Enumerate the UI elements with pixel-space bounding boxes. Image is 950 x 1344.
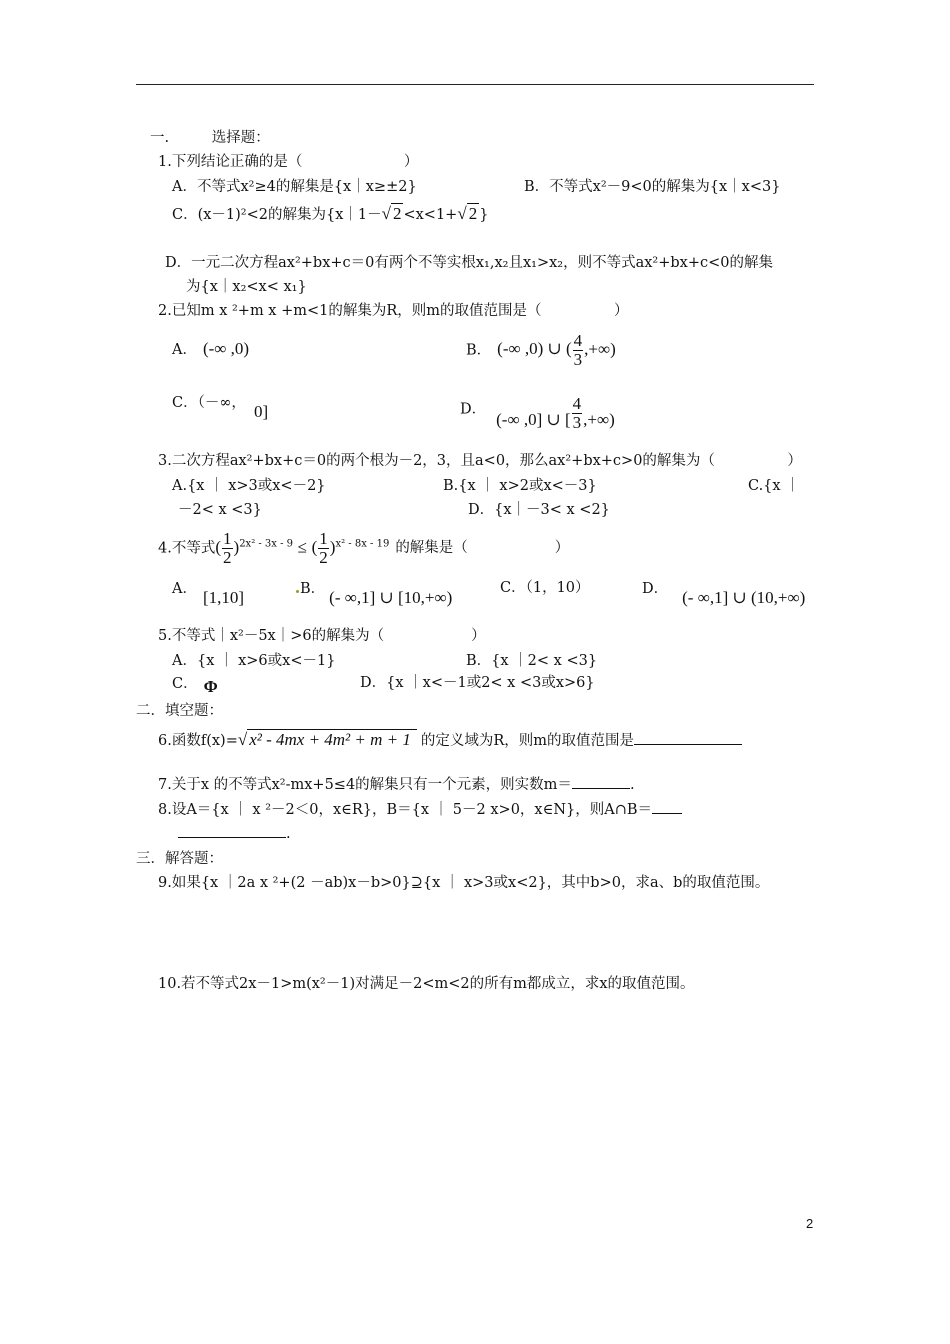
question-6-suffix: 的定义域为R，则m的取值范围是 <box>420 733 635 749</box>
option-d-suffix: ,+∞) <box>583 410 615 430</box>
sqrt-two-1: √ 2 <box>381 204 402 223</box>
option-c-label: C．（－∞， <box>172 395 246 411</box>
question-1-option-a: A．不等式x²≥4的解集是{x｜x≥±2} <box>172 179 417 195</box>
option-b-suffix: ,+∞) <box>584 339 616 359</box>
answer-blank-8-start[interactable] <box>652 813 682 814</box>
option-d-value: (- ∞,1] ∪ (10,+∞) <box>682 588 806 607</box>
section-one-title: 选择题： <box>211 130 270 146</box>
answer-blank-7[interactable] <box>572 788 630 789</box>
question-2-option-d: D．(-∞ ,0] ∪ [ $\frac{4}{3}$ ,+∞) <box>460 394 615 432</box>
radical: √ x² - 4mx + 4m² + m + 1 <box>238 729 417 749</box>
question-5-stem: 5.不等式｜x²－5x｜>6的解集为（ ） <box>158 628 486 644</box>
question-7 <box>158 775 635 795</box>
less-equal-sign: ≤ <box>297 537 307 557</box>
question-8-end: . <box>286 826 291 842</box>
question-7-end: . <box>629 777 635 793</box>
question-1-option-d-line-2: 为{x｜x₂<x< x₁} <box>186 279 307 295</box>
radicand: x² - 4mx + 4m² + m + 1 <box>247 729 417 749</box>
fraction-four-thirds: $\frac{4}{3}$ <box>573 331 583 369</box>
question-4-prefix: 4.不等式 <box>158 540 216 557</box>
question-4-stem: 4.不等式( $\frac{1}{2}$ )$^{2x^2 - 3x - 9}$ ≤ ( $\frac{1}{2}$ )$^{x^2 - 8x - 19}$ 的解集是（ ） <box>158 529 570 567</box>
option-label: C． <box>172 676 198 692</box>
question-1-option-d-line-1: D．一元二次方程ax²+bx+c＝0有两个不等实根x₁,x₂且x₁>x₂，则不等式ax²+bx+c<0的解集 <box>165 255 773 271</box>
option-b-value: (- ∞,1] ∪ [10,+∞) <box>329 588 453 607</box>
question-3-option-c-line-1: C.{x ｜ <box>748 478 800 494</box>
option-a-value: 1,10 <box>208 588 239 607</box>
option-c-end: } <box>479 207 489 223</box>
question-8-line-2 <box>178 824 291 844</box>
option-label: D． <box>642 581 669 597</box>
fraction-one-half: $\frac{1}{2}$ <box>319 529 328 567</box>
option-c-prefix: C．(x－1)²<2的解集为{x｜1－ <box>172 207 382 223</box>
question-1-option-c <box>172 204 488 225</box>
page-number: 2 <box>806 1216 814 1231</box>
option-b-prefix: (-∞ ,0) ∪ ( <box>497 339 572 359</box>
question-9: 9.如果{x ｜2a x ²+(2 －ab)x－b>0}⊇{x ｜ x>3或x<2}，其中b>0，求a、b的取值范围。 <box>158 875 770 891</box>
question-8-text: 8.设A＝{x ｜ x ²－2＜0，x∈R}，B＝{x ｜ 5－2 x>0，x∈N}，则A∩B＝ <box>158 802 653 818</box>
option-label: B． <box>466 342 492 359</box>
exponent-2: x² - 8x - 19 <box>335 538 390 550</box>
section-three-title: 三．解答题： <box>136 851 223 867</box>
section-one-heading <box>150 128 270 148</box>
question-5-option-c <box>172 673 218 694</box>
option-a-value: (-∞ ,0) <box>202 339 250 358</box>
question-2-option-a <box>172 339 249 360</box>
question-3-option-c-line-2: －2< x <3} <box>178 502 262 518</box>
option-label: A． <box>172 342 197 358</box>
section-two-title: 二．填空题： <box>136 703 223 719</box>
question-3-stem: 3.二次方程ax²+bx+c＝0的两个根为－2，3，且a<0，那么ax²+bx+c>0的解集为（ ） <box>158 453 802 469</box>
question-10: 10.若不等式2x－1>m(x²－1)对满足－2<m<2的所有m都成立，求x的取值范围。 <box>158 976 695 992</box>
question-2-option-b <box>466 332 616 369</box>
question-1-stem: 1.下列结论正确的是（ ） <box>158 154 419 170</box>
section-one-number: 一. <box>150 130 170 146</box>
option-c-value: Φ <box>203 677 218 696</box>
answer-blank-8[interactable] <box>178 837 286 838</box>
answer-blank-6[interactable] <box>634 744 742 745</box>
question-6 <box>158 730 742 751</box>
question-3-option-d: D．{x｜－3< x <2} <box>468 502 610 518</box>
option-label: A． <box>172 581 197 597</box>
exponent-1: 2x² - 3x - 9 <box>239 538 294 550</box>
question-4-option-c: C．（1，10） <box>500 580 590 596</box>
sqrt-two-2: √ 2 <box>457 204 478 223</box>
question-1-option-b: B．不等式x²－9<0的解集为{x｜x<3} <box>524 179 781 195</box>
question-3-option-b: B.{x ｜ x>2或x<－3} <box>443 478 597 494</box>
header-rule <box>136 84 814 85</box>
question-3-option-a: A.{x ｜ x>3或x<－2} <box>172 478 326 494</box>
fraction-four-thirds: $\frac{4}{3}$ <box>572 394 582 432</box>
question-4-suffix: 的解集是（ ） <box>395 540 570 557</box>
question-2-stem: 2.已知m x ²+m x +m<1的解集为R，则m的取值范围是（ ） <box>158 303 629 319</box>
question-4-option-b <box>300 578 453 607</box>
question-7-text: 7.关于x 的不等式x²-mx+5≤4的解集只有一个元素，则实数m＝ <box>158 777 572 793</box>
question-2-option-c: C．（－∞， 0] <box>172 395 269 421</box>
option-c-middle: <x<1+ <box>403 207 458 223</box>
question-8 <box>158 800 682 820</box>
question-4-option-a: A． [1,10] <box>172 581 245 607</box>
question-5-option-d: D．{x ｜x<－1或2< x <3或x>6} <box>360 675 595 691</box>
question-6-prefix: 6.函数f(x)= <box>158 733 238 749</box>
fraction-one-half: $\frac{1}{2}$ <box>223 529 232 567</box>
option-label: D． <box>460 401 487 418</box>
option-label: B． <box>300 581 326 597</box>
question-5-option-a: A．{x ｜ x>6或x<－1} <box>172 653 336 669</box>
question-4-option-d <box>642 578 806 607</box>
option-c-value: 0 <box>253 402 263 421</box>
option-d-prefix: (-∞ ,0 <box>496 410 537 430</box>
question-5-option-b: B．{x ｜2< x <3} <box>466 653 598 669</box>
stray-dot <box>296 590 299 593</box>
